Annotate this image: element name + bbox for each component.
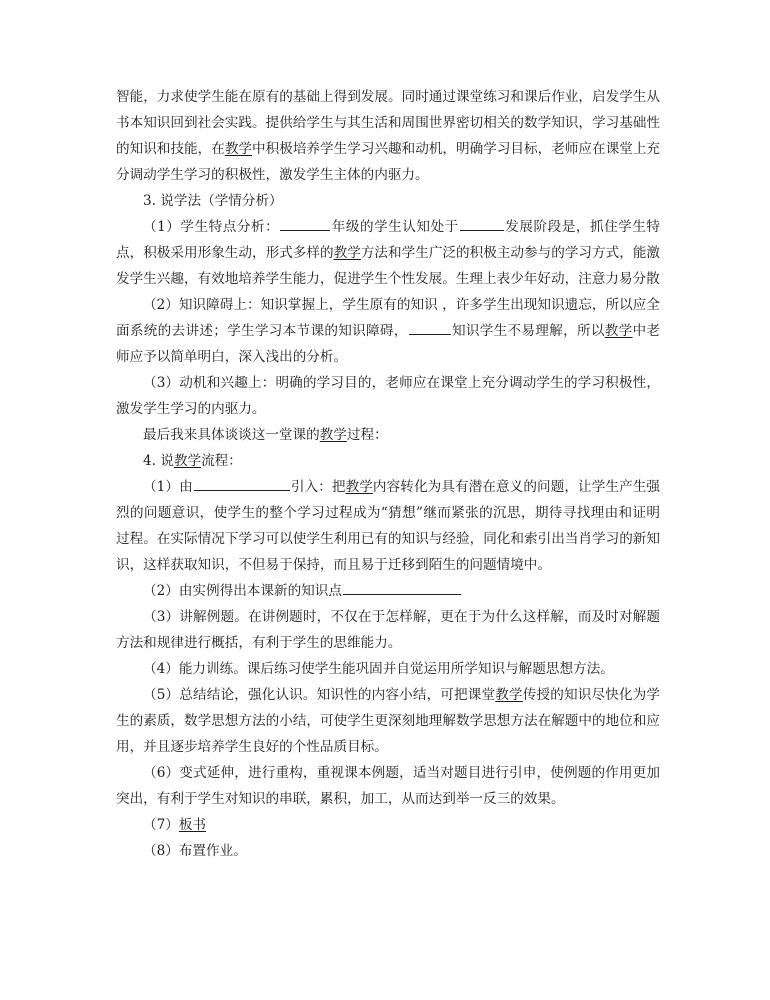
text-run: 智能，力求使学生能在原有的基础上得到发展。同时通过课堂练习和课后作业，启发学生从书本知识回到社会实践。提供给学生与其生活和周围世界密切相关的数学知识，学习基础性的知识和技能，在 (116, 89, 660, 157)
text-run: （2）由实例得出本课新的知识点 (143, 583, 342, 599)
process-item-3: （3）讲解例题。在讲例题时，不仅在于怎样解，更在于为什么这样解，而及时对解题方法和规律进行概括，有利于学生的思维能力。 (116, 609, 660, 651)
text-run: 最后我来具体谈谈这一堂课的 (143, 427, 320, 443)
text-run: 内容转化为具有潜在意义的问题，让学生产生强烈的问题意识，使学生的整个学习过程成为“猜想”继而紧张的沉思，期待寻找理由和证明过程。在实际情况下学习可以使学生利用已有的知识与经验，同化和索引出当肖学习的新知识，这样获取知识，不但易于保持，而且易于迁移到陌生的问题情境中。 (116, 479, 661, 573)
text-run: （5）总结结论，强化认识。知识性的内容小结，可把课堂 (143, 687, 496, 703)
text-run: 知识学生不易理解，所以 (451, 323, 605, 339)
text-run: （2）知识障碍上：知识掌握上，学生原有的知识 ，许多学生出现知识遗忘，所以应全面系统的去讲述；学生学习本节课的知识障碍， (116, 297, 660, 339)
section-heading-3: 3. 说学法（学情分析） (143, 193, 283, 209)
fill-blank (194, 475, 290, 491)
document-page (116, 84, 660, 864)
fill-blank (460, 215, 504, 231)
underlined-term: 教学 (319, 427, 347, 443)
text-run: 中老师应予以简单明白，深入浅出的分析。 (116, 323, 661, 365)
intro-paragraph (116, 84, 660, 188)
process-item-8: （8）布置作业。 (143, 843, 247, 859)
text-run: 过程： (346, 427, 388, 443)
fill-blank (280, 215, 330, 231)
process-item-4: （4）能力训练。课后练习使学生能巩固并自觉运用所学知识与解题思想方法。 (143, 661, 614, 677)
underlined-term: 教学 (333, 245, 361, 261)
knowledge-barrier-paragraph (116, 292, 660, 370)
text-run: 引入：把 (290, 479, 346, 495)
text-run: （7） (143, 817, 179, 833)
underlined-term: 板书 (178, 817, 207, 833)
text-run: 流程： (201, 453, 242, 469)
process-item-7 (116, 812, 660, 838)
section-heading-4 (116, 448, 660, 474)
text-run: 发展阶段是，抓住学生特点，积极采用形象生动，形式多样的 (116, 219, 661, 261)
text-run: 4. 说 (143, 453, 174, 469)
underlined-term: 教学 (173, 453, 202, 469)
text-run: 方法和学生广泛的积极主动参与的学习方式，能激发学生兴趣，有效地培养学生能力，促进学生个性发展。生理上表少年好动，注意力易分散 (116, 245, 661, 287)
process-item-2 (116, 578, 660, 604)
text-run: 年级的学生认知处于 (331, 219, 459, 235)
process-item-1 (116, 474, 660, 578)
text-run: 中积极培养学生学习兴趣和动机，明确学习目标，老师应在课堂上充分调动学生学习的积极性，激发学生主体的内驱力。 (116, 141, 661, 183)
underlined-term: 教学 (224, 141, 253, 157)
text-run: 传授的知识尽快化为学生的素质，数学思想方法的小结，可使学生更深刻地理解数学思想方法在解题中的地位和应用，并且逐步培养学生良好的个性品质目标。 (116, 687, 661, 755)
motivation-paragraph: （3）动机和兴趣上：明确的学习目的，老师应在课堂上充分调动学生的学习积极性，激发学生学习的内驱力。 (116, 375, 660, 417)
process-item-5 (116, 682, 660, 760)
underlined-term: 教学 (604, 323, 633, 339)
text-run: （1）由 (143, 479, 193, 495)
fill-blank (343, 579, 461, 595)
underlined-term: 教学 (495, 687, 523, 703)
underlined-term: 教学 (345, 479, 373, 495)
student-analysis-paragraph (116, 214, 660, 292)
transition-paragraph (116, 422, 660, 448)
text-run: （1）学生特点分析： (143, 219, 280, 235)
fill-blank (409, 319, 451, 335)
process-item-6: （6）变式延伸，进行重构，重视课本例题，适当对题目进行引申，使例题的作用更加突出，有利于学生对知识的串联，累积，加工，从而达到举一反三的效果。 (116, 765, 660, 807)
